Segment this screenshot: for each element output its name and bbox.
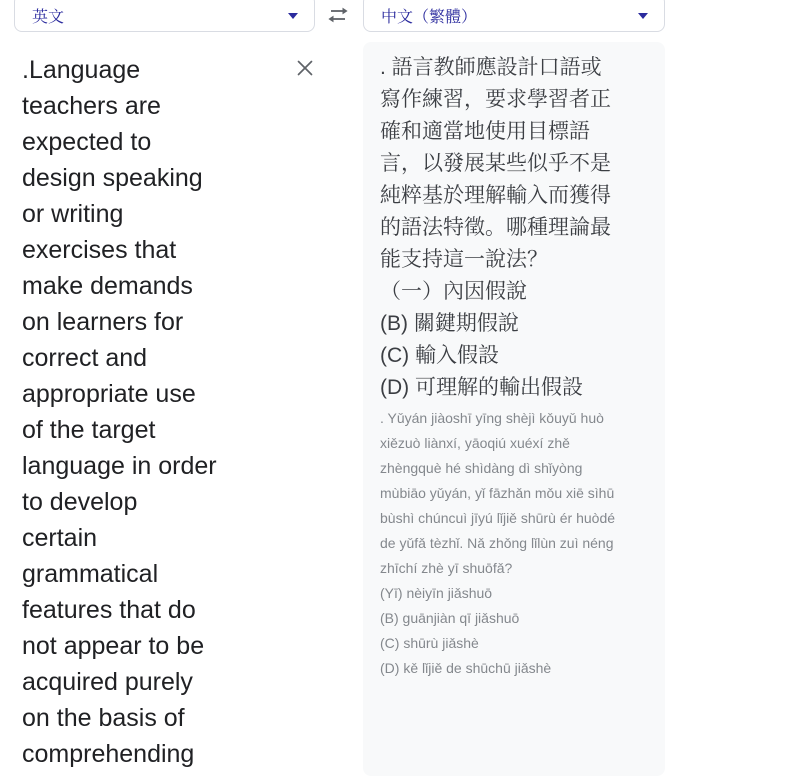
text-line: language in order <box>22 452 217 480</box>
text-line: (B) guānjiàn qī jiǎshuō <box>380 610 520 626</box>
target-language-label: 中文（繁體） <box>381 9 478 26</box>
clear-source-button[interactable] <box>293 56 317 80</box>
text-line: de yǔfǎ tèzhǐ. Nǎ zhǒng lǐlùn zuì néng <box>380 535 614 551</box>
text-line: (B) 關鍵期假說 <box>380 312 519 335</box>
source-language-dropdown[interactable] <box>14 0 315 32</box>
text-line: appropriate use <box>22 380 196 408</box>
text-line: (D) 可理解的輸出假設 <box>380 376 583 399</box>
text-line: on learners for <box>22 308 184 336</box>
text-line: . 語言教師應設計口語或 <box>380 56 602 79</box>
close-icon <box>295 58 315 78</box>
text-line: features that do <box>22 596 196 624</box>
text-line: exercises that <box>22 236 177 264</box>
text-line: 寫作練習，要求學習者正 <box>380 88 611 111</box>
text-line: make demands <box>22 272 193 300</box>
source-text-input[interactable] <box>22 52 282 772</box>
text-line: （一）內因假說 <box>380 280 527 303</box>
swap-languages-button[interactable] <box>323 2 353 28</box>
swap-arrows-icon <box>325 5 351 25</box>
text-line: 能支持這一說法？ <box>380 248 548 271</box>
text-line: xiězuò liànxí, yāoqiú xuéxí zhě <box>380 435 570 451</box>
transliteration-text <box>380 406 651 681</box>
text-line: not appear to be <box>22 632 205 660</box>
text-line: design speaking <box>22 164 203 192</box>
text-line: 純粹基於理解輸入而獲得 <box>380 184 611 207</box>
translation-panel <box>363 42 665 776</box>
text-line: .Language <box>22 56 141 84</box>
text-line: (C) shūrù jiǎshè <box>380 635 479 651</box>
text-line: 言，以發展某些似乎不是 <box>380 152 611 175</box>
text-line: acquired purely <box>22 668 193 696</box>
text-line: zhīchí zhè yī shuōfǎ? <box>380 560 513 576</box>
source-language-label: 英文 <box>32 9 65 26</box>
chevron-down-icon <box>638 13 648 19</box>
translated-text <box>380 52 651 404</box>
text-line: correct and <box>22 344 148 372</box>
text-line: or writing <box>22 200 124 228</box>
text-line: mùbiāo yǔyán, yǐ fāzhǎn mǒu xiē sìhū <box>380 485 615 501</box>
text-line: . Yǔyán jiàoshī yīng shèjì kǒuyǔ huò <box>380 410 604 426</box>
text-line: 的語法特徵。哪種理論最 <box>380 216 611 239</box>
text-line: grammatical <box>22 560 159 588</box>
text-line: bùshì chúncuì jīyú lǐjiě shūrù ér huòdé <box>380 510 616 526</box>
text-line: (C) 輸入假設 <box>380 344 499 367</box>
target-language-dropdown[interactable] <box>363 0 665 32</box>
text-line: to develop <box>22 488 138 516</box>
text-line: of the target <box>22 416 156 444</box>
text-line: zhèngquè hé shìdàng dì shǐyòng <box>380 460 583 476</box>
text-line: teachers are <box>22 92 161 120</box>
text-line: expected to <box>22 128 152 156</box>
text-line: certain <box>22 524 98 552</box>
text-line: comprehending <box>22 740 195 768</box>
text-line: 確和適當地使用目標語 <box>380 120 590 143</box>
text-line: on the basis of <box>22 704 185 732</box>
chevron-down-icon <box>288 13 298 19</box>
text-line: (Yī) nèiyīn jiǎshuō <box>380 585 493 601</box>
text-line: (D) kě lǐjiě de shūchū jiǎshè <box>380 660 552 676</box>
